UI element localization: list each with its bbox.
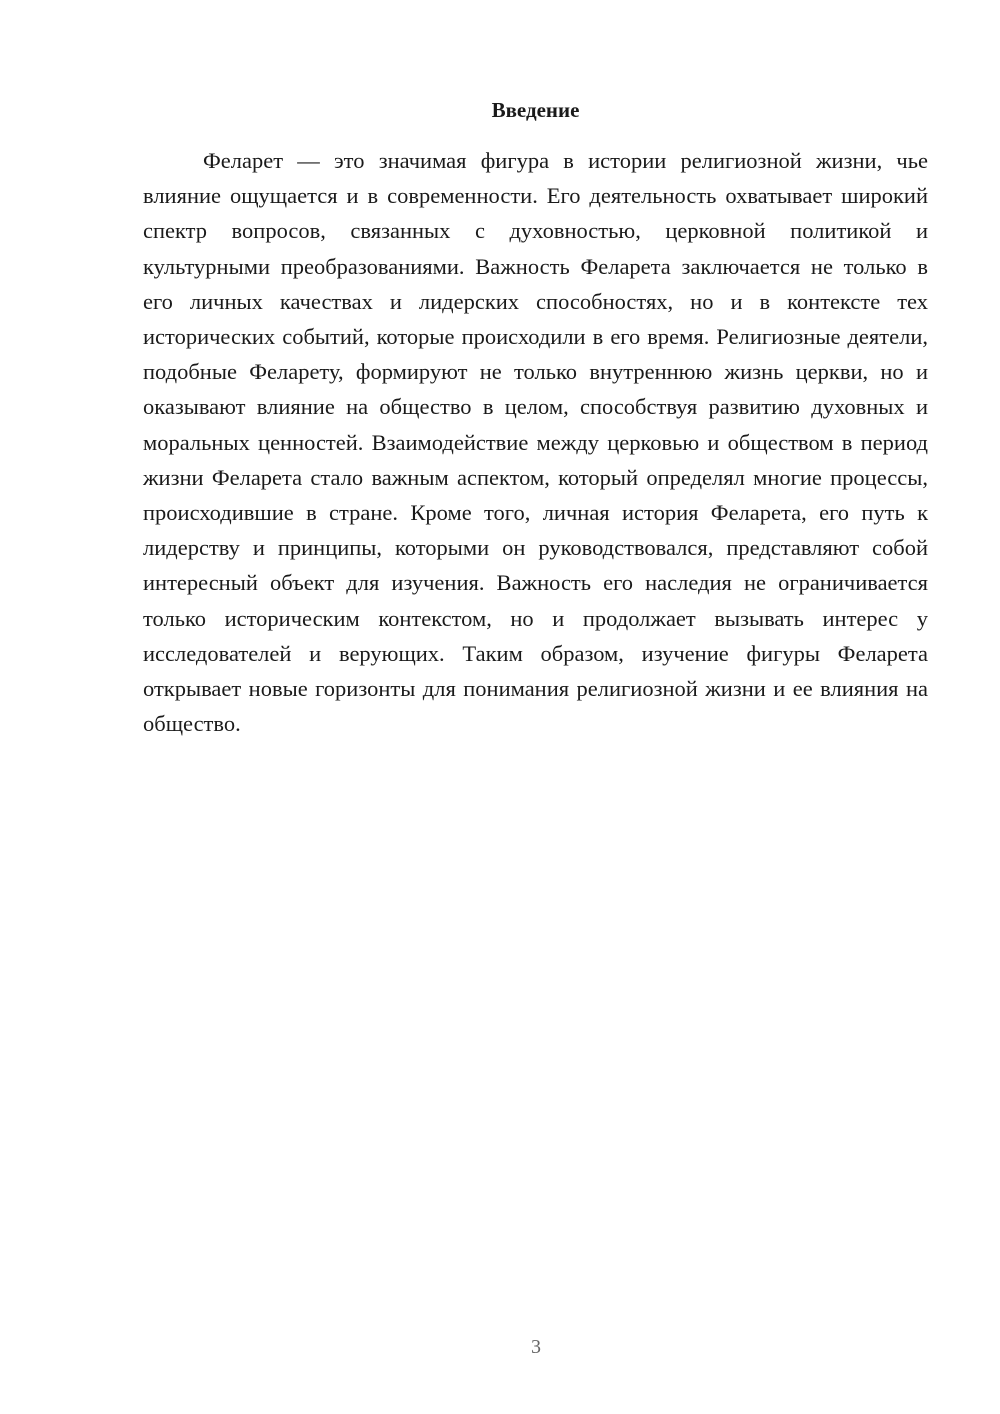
- body-paragraph: Феларет — это значимая фигура в истории религиозной жизни, чье влияние ощущается и в современности. Его деятельность охватывает широкий спектр вопросов, связанных с духовностью, церковной политикой и культурными преобразованиями. Важность Феларета заключается не только в его личных качествах и лидерских способностях, но и в контексте тех исторических событий, которые происходили в его время. Религиозные деятели, подобные Феларету, формируют не только внутреннюю жизнь церкви, но и оказывают влияние на общество в целом, способствуя развитию духовных и моральных ценностей. Взаимодействие между церковью и обществом в период жизни Феларета стало важным аспектом, который определял многие процессы, происходившие в стране. Кроме того, личная история Феларета, его путь к лидерству и принципы, которыми он руководствовался, представляют собой интересный объект для изучения. Важность его наследия не ограничивается только историческим контекстом, но и продолжает вызывать интерес у исследователей и верующих. Таким образом, изучение фигуры Феларета открывает новые горизонты для понимания религиозной жизни и ее влияния на общество.: [143, 148, 928, 737]
- page-number: 3: [531, 1336, 541, 1358]
- section-heading: Введение: [491, 98, 580, 122]
